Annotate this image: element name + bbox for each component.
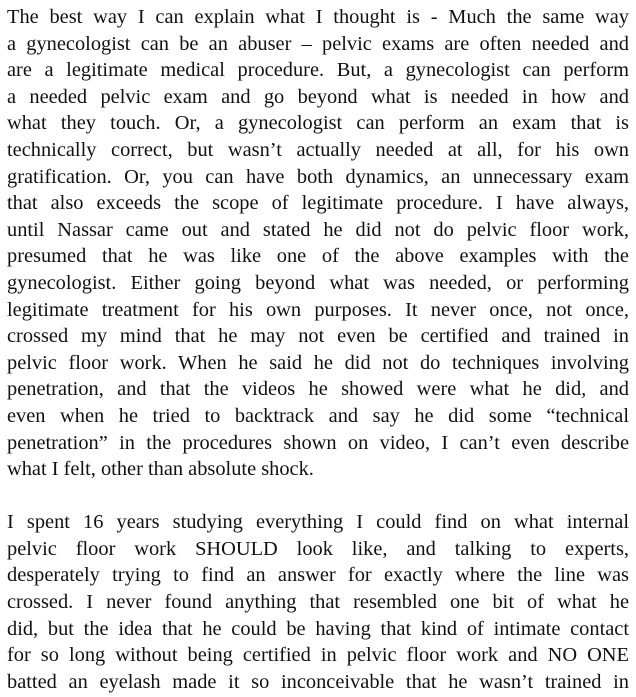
text-line: a gynecologist can be an abuser – pelvic exams are often needed and (7, 32, 629, 55)
text-line: that also exceeds the scope of legitimate procedure. I have always, (7, 192, 629, 215)
text-line: gynecologist. Either going beyond what was needed, or performing (7, 271, 629, 294)
text-line: gratification. Or, you can have both dynamics, an unnecessary exam (7, 165, 629, 188)
text-line: pelvic floor work. When he said he did not do techniques involving (7, 351, 629, 374)
text-line: batted an eyelash made it so inconceivable that he wasn’t trained in (7, 670, 629, 693)
text-line: what I felt, other than absolute shock. (7, 458, 314, 481)
text-line: pelvic floor work SHOULD look like, and talking to experts, (7, 537, 629, 560)
text-line: a needed pelvic exam and go beyond what is needed in how and (7, 85, 629, 108)
text-line: presumed that he was like one of the above examples with the (7, 245, 629, 268)
text-line: even when he tried to backtrack and say he did some “technical (7, 404, 629, 427)
document-page (7, 4, 629, 695)
text-line: until Nassar came out and stated he did not do pelvic floor work, (7, 218, 629, 241)
paragraph-1 (7, 4, 629, 483)
text-line: did, but the idea that he could be having that kind of intimate contact (7, 617, 629, 640)
text-line: for so long without being certified in pelvic floor work and NO ONE (7, 644, 629, 667)
paragraph-2 (7, 509, 629, 695)
text-line: crossed. I never found anything that resembled one bit of what he (7, 591, 629, 614)
text-line: The best way I can explain what I thought is - Much the same way (7, 6, 629, 28)
text-line: penetration, and that the videos he showed were what he did, and (7, 378, 629, 401)
text-line: crossed my mind that he may not even be certified and trained in (7, 325, 629, 348)
text-line: what they touch. Or, a gynecologist can perform an exam that is (7, 112, 629, 135)
paragraph-spacer (7, 483, 629, 510)
text-line: technically correct, but wasn’t actually needed at all, for his own (7, 138, 629, 161)
text-line: desperately trying to find an answer for exactly where the line was (7, 564, 629, 587)
text-line: are a legitimate medical procedure. But, a gynecologist can perform (7, 59, 629, 82)
text-line: legitimate treatment for his own purposes. It never once, not once, (7, 298, 629, 321)
text-line: I spent 16 years studying everything I could find on what internal (7, 511, 629, 534)
text-line: penetration” in the procedures shown on video, I can’t even describe (7, 431, 629, 454)
